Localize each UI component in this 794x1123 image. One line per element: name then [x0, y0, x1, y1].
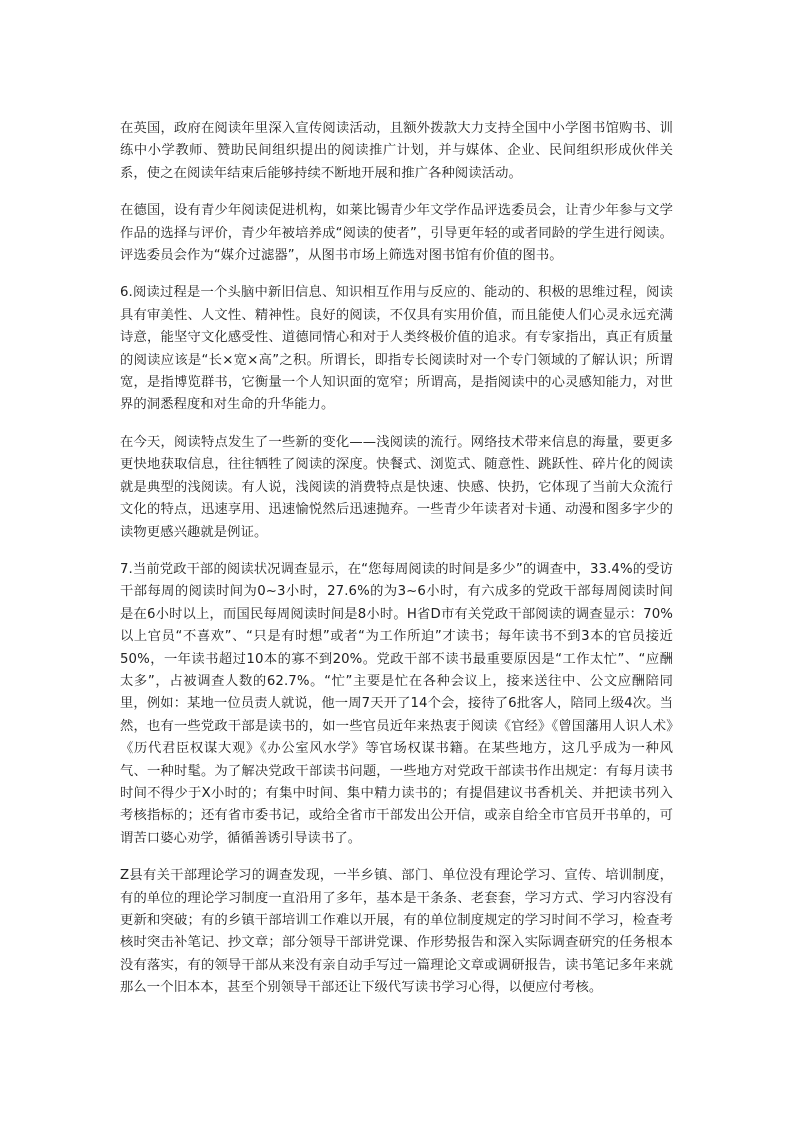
paragraph-germany-youth-reading: 在德国，设有青少年阅读促进机构，如莱比锡青少年文学作品评选委员会，让青少年参与文学作品的选择与评价，青少年被培养成“阅读的使者”，引导更年轻的或者同龄的学生进行阅读。评选委员会作为“媒介过滤器”，从图书市场上筛选对图书馆有价值的图书。 — [120, 203, 673, 264]
paragraph-uk-reading-year: 在英国，政府在阅读年里深入宣传阅读活动，且额外拨款大力支持全国中小学图书馆购书、训练中小学教师、赞助民间组织提出的阅读推广计划，并与媒体、企业、民间组织形成伙伴关系，使之在阅读年结束后能够持续不断地开展和推广各种阅读活动。 — [120, 121, 673, 181]
paragraph-7-cadre-reading-survey: 7.当前党政干部的阅读状况调查显示，在“您每周阅读的时间是多少”的调查中，33.4%的受访干部每周的阅读时间为0~3小时，27.6%的为3~6小时，有六成多的党政干部每周阅读时间是在6小时以上，而国民每周阅读时间是8小时。H省D市有关党政干部阅读的调查显示：70%以上官员“不喜欢”、“只是有时想”或者“为工作所迫”才读书；每年读书不到3本的官员接近50%，一年读书超过10本的寡不到20%。党政干部不读书最重要原因是“工作太忙”、“应酬太多”，占被调查人数的62.7%。“忙”主要是忙在各种会议上，接来送往中、公文应酬陪同里，例如：某地一位员责人就说，他一周7天开了14个会，接待了6批客人，陪同上级4次。当然，也有一些党政干部是读书的，如一些官员近年来热衷于阅读《官经》《曾国藩用人识人术》《历代君臣权谋大观》《办公室风水学》等官场权谋书籍。在某些地方，这几乎成为一种风气、一种时髦。为了解决党政干部读书问题，一些地方对党政干部读书作出规定：有每月读书时间不得少于X小时的；有集中时间、集中精力读书的；有提倡建议书香机关、并把读书列入考核指标的；还有省市委书记，或给全省市干部发出公开信，或亲自给全市官员开书单的，可谓苦口婆心劝学，循循善诱引导读书了。 — [120, 561, 673, 846]
document-body — [120, 118, 673, 1015]
paragraph-z-county-theory-study: Z县有关干部理论学习的调查发现，一半乡镇、部门、单位没有理论学习、宣传、培训制度，有的单位的理论学习制度一直沿用了多年，基本是干条条、老套套，学习方式、学习内容没有更新和突破；有的乡镇干部培训工作难以开展，有的单位制度规定的学习时间不学习，检查考核时突击补笔记、抄文章；部分领导干部讲党课、作形势报告和深入实际调查研究的任务根本没有落实，有的领导干部从来没有亲自动手写过一篇理论文章或调研报告，读书笔记多年来就那么一个旧本本，甚至个别领导干部还让下级代写读书学习心得，以便应付考核。 — [120, 868, 673, 996]
paragraph-6-reading-process: 6.阅读过程是一个头脑中新旧信息、知识相互作用与反应的、能动的、积极的思维过程，阅读具有审美性、人文性、精神性。良好的阅读，不仅具有实用价值，而且能使人们心灵永远充满诗意，能坚守文化感受性、道德同情心和对于人类终极价值的追求。有专家指出，真正有质量的阅读应该是“长×宽×高”之积。所谓长，即指专长阅读时对一个专门领域的了解认识；所谓宽，是指博览群书，它衡量一个人知识面的宽窄；所谓高，是指阅读中的心灵感知能力，对世界的洞悉程度和对生命的升华能力。 — [120, 285, 673, 413]
paragraph-shallow-reading: 在今天，阅读特点发生了一些新的变化——浅阅读的流行。网络技术带来信息的海量，要更多更快地获取信息，往往牺牲了阅读的深度。快餐式、浏览式、随意性、跳跃性、碎片化的阅读就是典型的浅阅读。有人说，浅阅读的消费特点是快速、快感、快扔，它体现了当前大众流行文化的特点，迅速享用、迅速愉悦然后迅速抛弃。一些青少年读者对卡通、动漫和图多字少的读物更感兴趣就是例证。 — [120, 434, 673, 540]
